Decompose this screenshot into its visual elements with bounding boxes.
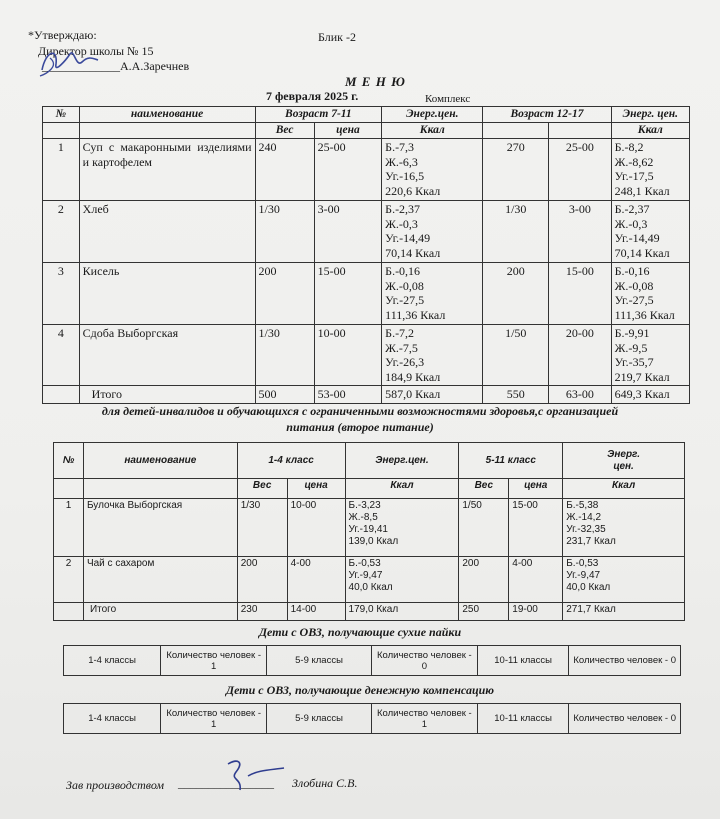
director-name: _____________А.А.Заречнев bbox=[42, 59, 190, 73]
row-energy-1: Б.-3,23 Ж.-8,5 Уг.-19,41 139,0 Ккал bbox=[345, 499, 459, 557]
money-grade-1-4: 1-4 классы bbox=[64, 704, 161, 734]
director-signature bbox=[36, 40, 116, 80]
second-section-title-2: питания (второе питание) bbox=[286, 420, 434, 434]
row-price-1: 3-00 bbox=[314, 201, 382, 263]
menu-date: 7 февраля 2025 г. bbox=[266, 89, 359, 103]
total-weight-1: 230 bbox=[237, 603, 287, 621]
money-count-5-9: Количество человек - 1 bbox=[371, 704, 477, 734]
total-label: Итого bbox=[79, 386, 255, 404]
dry-grade-10-11: 10-11 классы bbox=[477, 646, 569, 676]
row-energy-1: Б.-0,53 Уг.-9,47 40,0 Ккал bbox=[345, 557, 459, 603]
row-weight-1: 1/30 bbox=[237, 499, 287, 557]
row-weight-2: 1/50 bbox=[483, 325, 549, 386]
header-price-1: цена bbox=[314, 123, 382, 139]
total-price-1: 14-00 bbox=[287, 603, 345, 621]
total-price-2: 63-00 bbox=[549, 386, 612, 404]
total-price-2: 19-00 bbox=[509, 603, 563, 621]
money-grade-10-11: 10-11 классы bbox=[477, 704, 569, 734]
money-grade-5-9: 5-9 классы bbox=[267, 704, 372, 734]
main-menu-table bbox=[42, 106, 690, 404]
row-price-2: 3-00 bbox=[549, 201, 612, 263]
dry-grade-5-9: 5-9 классы bbox=[267, 646, 372, 676]
row-num: 4 bbox=[43, 325, 80, 386]
header-price-1: цена bbox=[287, 479, 345, 499]
row-price-1: 25-00 bbox=[314, 139, 382, 201]
row-name: Кисель bbox=[79, 263, 255, 325]
row-energy-2: Б.-9,91 Ж.-9,5 Уг.-35,7 219,7 Ккал bbox=[611, 325, 689, 386]
money-count-10-11: Количество человек - 0 bbox=[569, 704, 681, 734]
row-num: 2 bbox=[43, 201, 80, 263]
row-energy-1: Б.-7,2 Ж.-7,5 Уг.-26,3 184,9 Ккал bbox=[382, 325, 483, 386]
row-name: Сдоба Выборгская bbox=[79, 325, 255, 386]
table-row bbox=[43, 263, 690, 325]
dry-count-5-9: Количество человек - 0 bbox=[371, 646, 477, 676]
row-weight-1: 1/30 bbox=[255, 325, 314, 386]
total-energy-1: 179,0 Ккал bbox=[345, 603, 459, 621]
row-num: 1 bbox=[43, 139, 80, 201]
row-weight-1: 200 bbox=[237, 557, 287, 603]
row-name: Чай с сахаром bbox=[83, 557, 237, 603]
header-weight-1: Вес bbox=[255, 123, 314, 139]
dry-grade-1-4: 1-4 классы bbox=[64, 646, 161, 676]
header-class-1-4: 1-4 класс bbox=[237, 443, 345, 479]
total-energy-1: 587,0 Ккал bbox=[382, 386, 483, 404]
manager-signature bbox=[222, 756, 292, 794]
row-energy-2: Б.-8,2 Ж.-8,62 Уг.-17,5 248,1 Ккал bbox=[611, 139, 689, 201]
row-weight-2: 200 bbox=[483, 263, 549, 325]
total-row bbox=[43, 386, 690, 404]
header-kcal-1: Ккал bbox=[345, 479, 459, 499]
header-weight-1: Вес bbox=[237, 479, 287, 499]
row-weight-1: 200 bbox=[255, 263, 314, 325]
header-num: № bbox=[54, 443, 84, 479]
menu-title: М Е Н Ю bbox=[345, 74, 406, 89]
table-row bbox=[43, 139, 690, 201]
header-kcal-2: Ккал bbox=[563, 479, 685, 499]
total-label: Итого bbox=[83, 603, 237, 621]
dry-count-10-11: Количество человек - 0 bbox=[569, 646, 681, 676]
row-num: 2 bbox=[54, 557, 84, 603]
header-kcal-1: Ккал bbox=[382, 123, 483, 139]
row-energy-1: Б.-0,16 Ж.-0,08 Уг.-27,5 111,36 Ккал bbox=[382, 263, 483, 325]
table-row bbox=[43, 325, 690, 386]
footer-signature-line: ________________ bbox=[178, 776, 274, 790]
dry-rations-table bbox=[63, 645, 681, 676]
row-price-2: 25-00 bbox=[549, 139, 612, 201]
money-compensation-title: Дети с ОВЗ, получающие денежную компенсацию bbox=[225, 683, 495, 697]
total-weight-2: 250 bbox=[459, 603, 509, 621]
header-name: наименование bbox=[83, 443, 237, 479]
footer-role: Зав производством bbox=[66, 778, 165, 792]
header-energy-1: Энерг.цен. bbox=[345, 443, 459, 479]
money-count-1-4: Количество человек - 1 bbox=[161, 704, 267, 734]
row-num: 1 bbox=[54, 499, 84, 557]
total-energy-2: 649,3 Ккал bbox=[611, 386, 689, 404]
header-name: наименование bbox=[79, 107, 255, 123]
header-energy-2: Энерг. цен. bbox=[611, 107, 689, 123]
table-row bbox=[54, 499, 685, 557]
row-weight-1: 240 bbox=[255, 139, 314, 201]
table-row bbox=[54, 557, 685, 603]
row-price-1: 10-00 bbox=[287, 499, 345, 557]
header-weight-2: Вес bbox=[459, 479, 509, 499]
row-weight-2: 1/30 bbox=[483, 201, 549, 263]
second-section-title-1: для детей-инвалидов и обучающихся с ограниченными возможностями здоровья,с организацией bbox=[101, 404, 619, 418]
approve-label: *Утверждаю: bbox=[28, 28, 97, 42]
total-energy-2: 271,7 Ккал bbox=[563, 603, 685, 621]
header-price-2: цена bbox=[509, 479, 563, 499]
row-price-1: 15-00 bbox=[314, 263, 382, 325]
row-name: Суп с макаронными изделиями и картофелем bbox=[79, 139, 255, 201]
row-name: Булочка Выборгская bbox=[83, 499, 237, 557]
header-class-5-11: 5-11 класс bbox=[459, 443, 563, 479]
row-num: 3 bbox=[43, 263, 80, 325]
header-kcal-2: Ккал bbox=[611, 123, 689, 139]
total-price-1: 53-00 bbox=[314, 386, 382, 404]
total-weight-2: 550 bbox=[483, 386, 549, 404]
row-weight-2: 200 bbox=[459, 557, 509, 603]
header-num: № bbox=[43, 107, 80, 123]
total-weight-1: 500 bbox=[255, 386, 314, 404]
second-menu-table bbox=[53, 442, 685, 621]
footer-name: Злобина С.В. bbox=[292, 776, 358, 790]
row-price-1: 4-00 bbox=[287, 557, 345, 603]
row-price-2: 20-00 bbox=[549, 325, 612, 386]
header-energy-1: Энерг.цен. bbox=[382, 107, 483, 123]
row-price-1: 10-00 bbox=[314, 325, 382, 386]
row-price-2: 15-00 bbox=[549, 263, 612, 325]
dry-rations-title: Дети с ОВЗ, получающие сухие пайки bbox=[258, 625, 462, 639]
director-label: Директор школы № 15 bbox=[38, 44, 154, 58]
row-energy-2: Б.-2,37 Ж.-0,3 Уг.-14,49 70,14 Ккал bbox=[611, 201, 689, 263]
row-energy-2: Б.-5,38 Ж.-14,2 Уг.-32,35 231,7 Ккал bbox=[563, 499, 685, 557]
money-compensation-table bbox=[63, 703, 681, 734]
blank-label: Блик -2 bbox=[318, 30, 356, 44]
row-price-2: 15-00 bbox=[509, 499, 563, 557]
table-row bbox=[43, 201, 690, 263]
total-row bbox=[54, 603, 685, 621]
dry-count-1-4: Количество человек - 1 bbox=[161, 646, 267, 676]
row-weight-2: 270 bbox=[483, 139, 549, 201]
header-energy-2: Энерг. цен. bbox=[563, 443, 685, 479]
header-age-12-17: Возраст 12-17 bbox=[483, 107, 611, 123]
row-name: Хлеб bbox=[79, 201, 255, 263]
row-energy-2: Б.-0,53 Уг.-9,47 40,0 Ккал bbox=[563, 557, 685, 603]
complex-label: Комплекс bbox=[425, 93, 471, 105]
header-age-7-11: Возраст 7-11 bbox=[255, 107, 382, 123]
row-price-2: 4-00 bbox=[509, 557, 563, 603]
row-weight-2: 1/50 bbox=[459, 499, 509, 557]
row-weight-1: 1/30 bbox=[255, 201, 314, 263]
row-energy-1: Б.-2,37 Ж.-0,3 Уг.-14,49 70,14 Ккал bbox=[382, 201, 483, 263]
row-energy-2: Б.-0,16 Ж.-0,08 Уг.-27,5 111,36 Ккал bbox=[611, 263, 689, 325]
row-energy-1: Б.-7,3 Ж.-6,3 Уг.-16,5 220,6 Ккал bbox=[382, 139, 483, 201]
